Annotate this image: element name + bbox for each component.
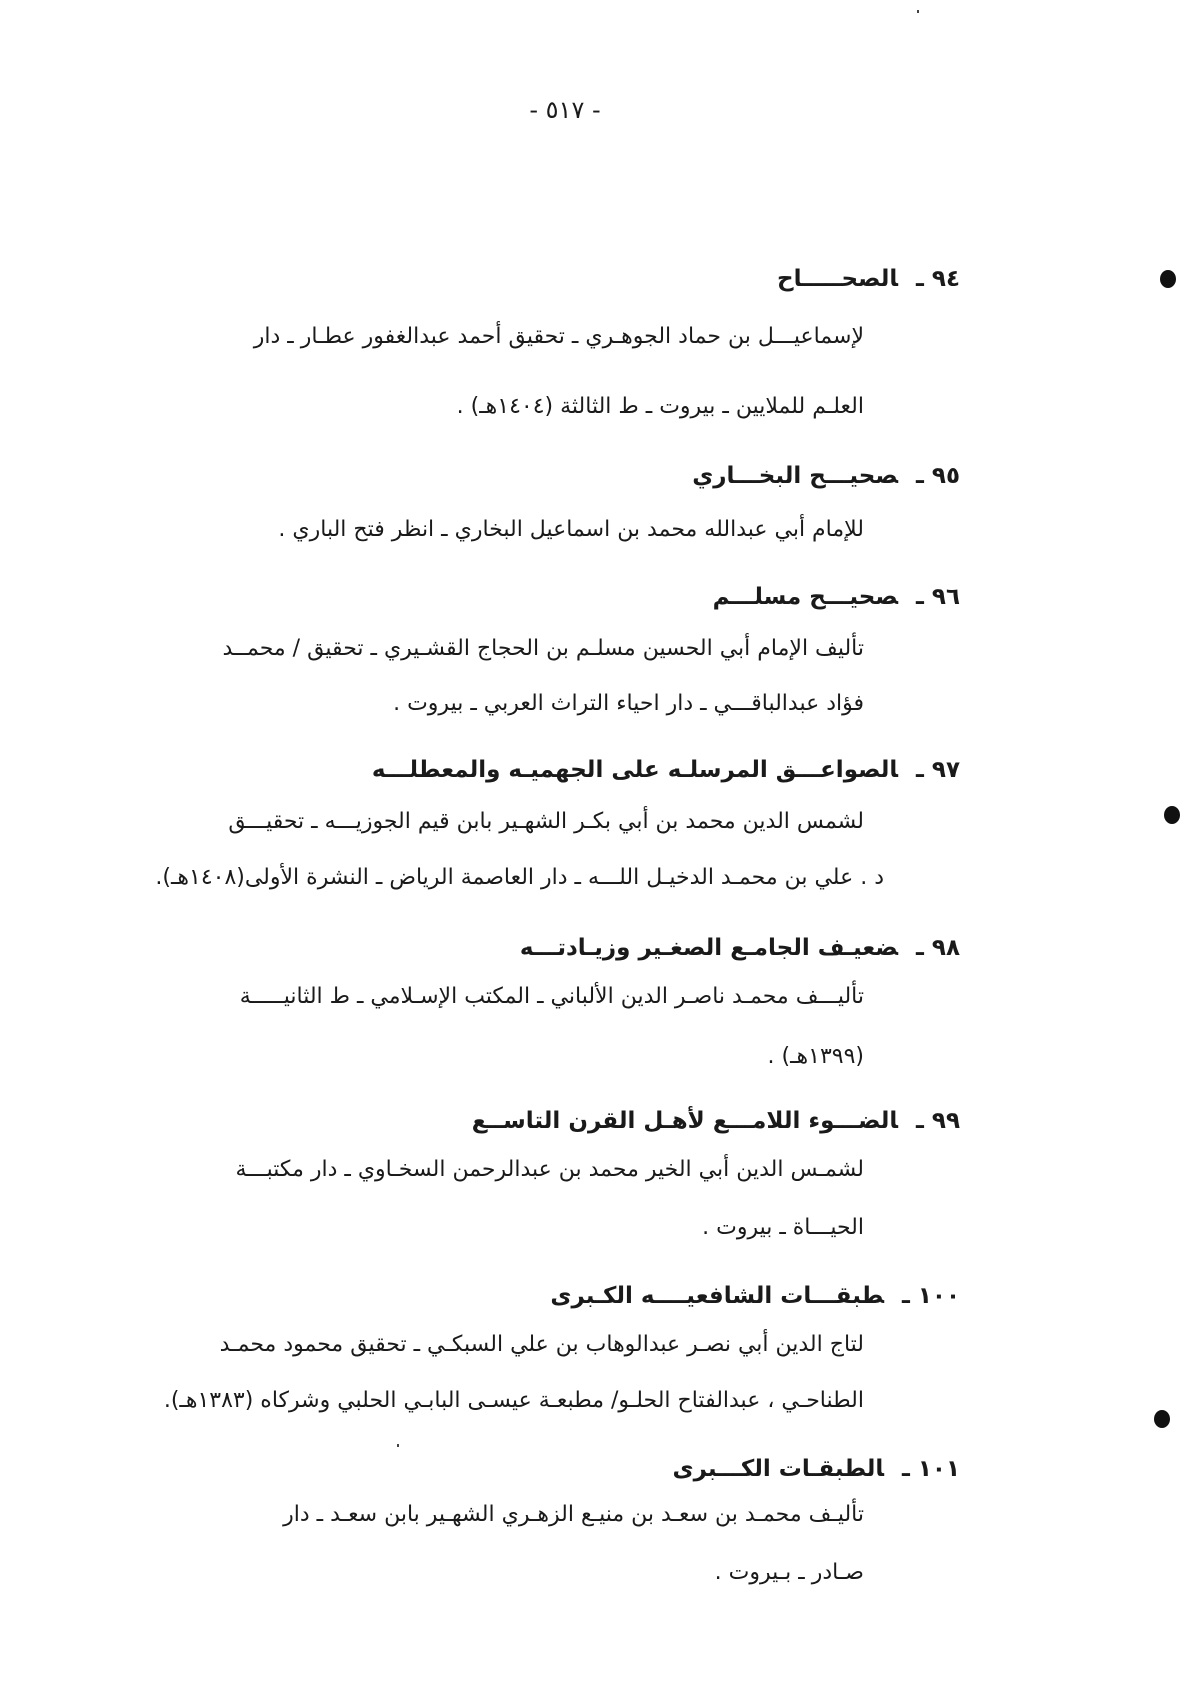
entry-title: صحيـــح البخـــاري <box>692 463 899 489</box>
entry-96-line-2: فؤاد عبدالباقـــي ـ دار احياء التراث العربي ـ بيروت . <box>393 691 864 716</box>
entry-101-line-1: تأليـف محمـد بن سعـد بن منيـع الزهـري الشهـير بابن سعـد ـ دار <box>283 1502 864 1527</box>
entry-title: الصواعـــق المرسلـه على الجهميـه والمعطلـــه <box>371 757 899 783</box>
entry-number: ٩٨ ـ <box>916 935 960 961</box>
scan-speck <box>397 1444 399 1447</box>
entry-title: الصحـــــاح <box>777 266 899 292</box>
entry-number: ١٠١ ـ <box>902 1456 960 1482</box>
entry-100-line-2: الطناحـي ، عبدالفتاح الحلـو/ مطبعـة عيسـى البابـي الحلبي وشركاه (١٣٨٣هـ). <box>163 1388 864 1413</box>
punch-hole-mark <box>1154 1410 1170 1428</box>
entry-number: ٩٩ ـ <box>916 1108 960 1134</box>
entry-number: ٩٧ ـ <box>916 757 960 783</box>
entry-title: الطبقـات الكـــبرى <box>672 1456 884 1482</box>
entry-title: الضـــوء اللامـــع لأهـل القرن التاســع <box>471 1108 899 1134</box>
entry-94-line-1: لإسماعيـــل بن حماد الجوهـري ـ تحقيق أحمد عبدالغفور عطـار ـ دار <box>253 324 864 349</box>
entry-100-line-1: لتاج الدين أبي نصـر عبدالوهاب بن علي السبكـي ـ تحقيق محمود محمـد <box>219 1332 864 1357</box>
entry-97-line-1: لشمس الدين محمد بن أبي بكـر الشهـير بابن قيم الجوزيـــه ـ تحقيـــق <box>228 809 864 834</box>
entry-97-line-2: د . علي بن محمـد الدخيـل اللـــه ـ دار العاصمة الرياض ـ النشرة الأولى(١٤٠٨هـ). <box>155 865 884 890</box>
entry-title: طبقـــات الشافعيــــه الكـبرى <box>550 1283 884 1309</box>
entry-97-heading <box>372 755 960 785</box>
entry-99-line-1: لشمـس الدين أبي الخير محمد بن عبدالرحمن السخـاوي ـ دار مكتبـــة <box>235 1157 864 1182</box>
entry-number: ٩٦ ـ <box>916 584 960 610</box>
punch-hole-mark <box>1164 806 1180 824</box>
entry-number: ١٠٠ ـ <box>902 1283 960 1309</box>
entry-98-line-1: تأليـــف محمـد ناصـر الدين الألباني ـ المكتب الإسـلامي ـ ط الثانيـــــة <box>239 984 864 1009</box>
entry-101-heading <box>673 1454 961 1484</box>
entry-title: ضعيـف الجامـع الصغـير وزيـادتـــه <box>519 935 899 961</box>
entry-98-line-2: (١٣٩٩هـ) . <box>767 1044 864 1069</box>
entry-number: ٩٥ ـ <box>916 463 960 489</box>
entry-95-line-1: للإمام أبي عبدالله محمد بن اسماعيل البخاري ـ انظر فتح الباري . <box>278 517 864 542</box>
entry-96-heading <box>713 582 960 612</box>
punch-hole-mark <box>1160 270 1176 288</box>
entry-number: ٩٤ ـ <box>916 266 960 292</box>
page-number: - ٥١٧ - <box>529 96 601 124</box>
entry-95-heading <box>692 461 960 491</box>
entry-98-heading <box>520 933 960 963</box>
entry-99-heading <box>472 1106 960 1136</box>
entry-100-heading <box>550 1281 960 1311</box>
scan-speck <box>917 10 919 13</box>
entry-title: صحيـــح مسلـــم <box>712 584 899 610</box>
entry-96-line-1: تأليف الإمام أبي الحسين مسلـم بن الحجاج القشـيري ـ تحقيق / محمــد <box>222 636 864 661</box>
entry-101-line-2: صـادر ـ بـيروت . <box>714 1560 864 1585</box>
entry-94-heading <box>777 264 960 294</box>
entry-99-line-2: الحيـــاة ـ بيروت . <box>702 1215 864 1240</box>
entry-94-line-2: العلـم للملايين ـ بيروت ـ ط الثالثة (١٤٠٤هـ) . <box>456 394 864 419</box>
